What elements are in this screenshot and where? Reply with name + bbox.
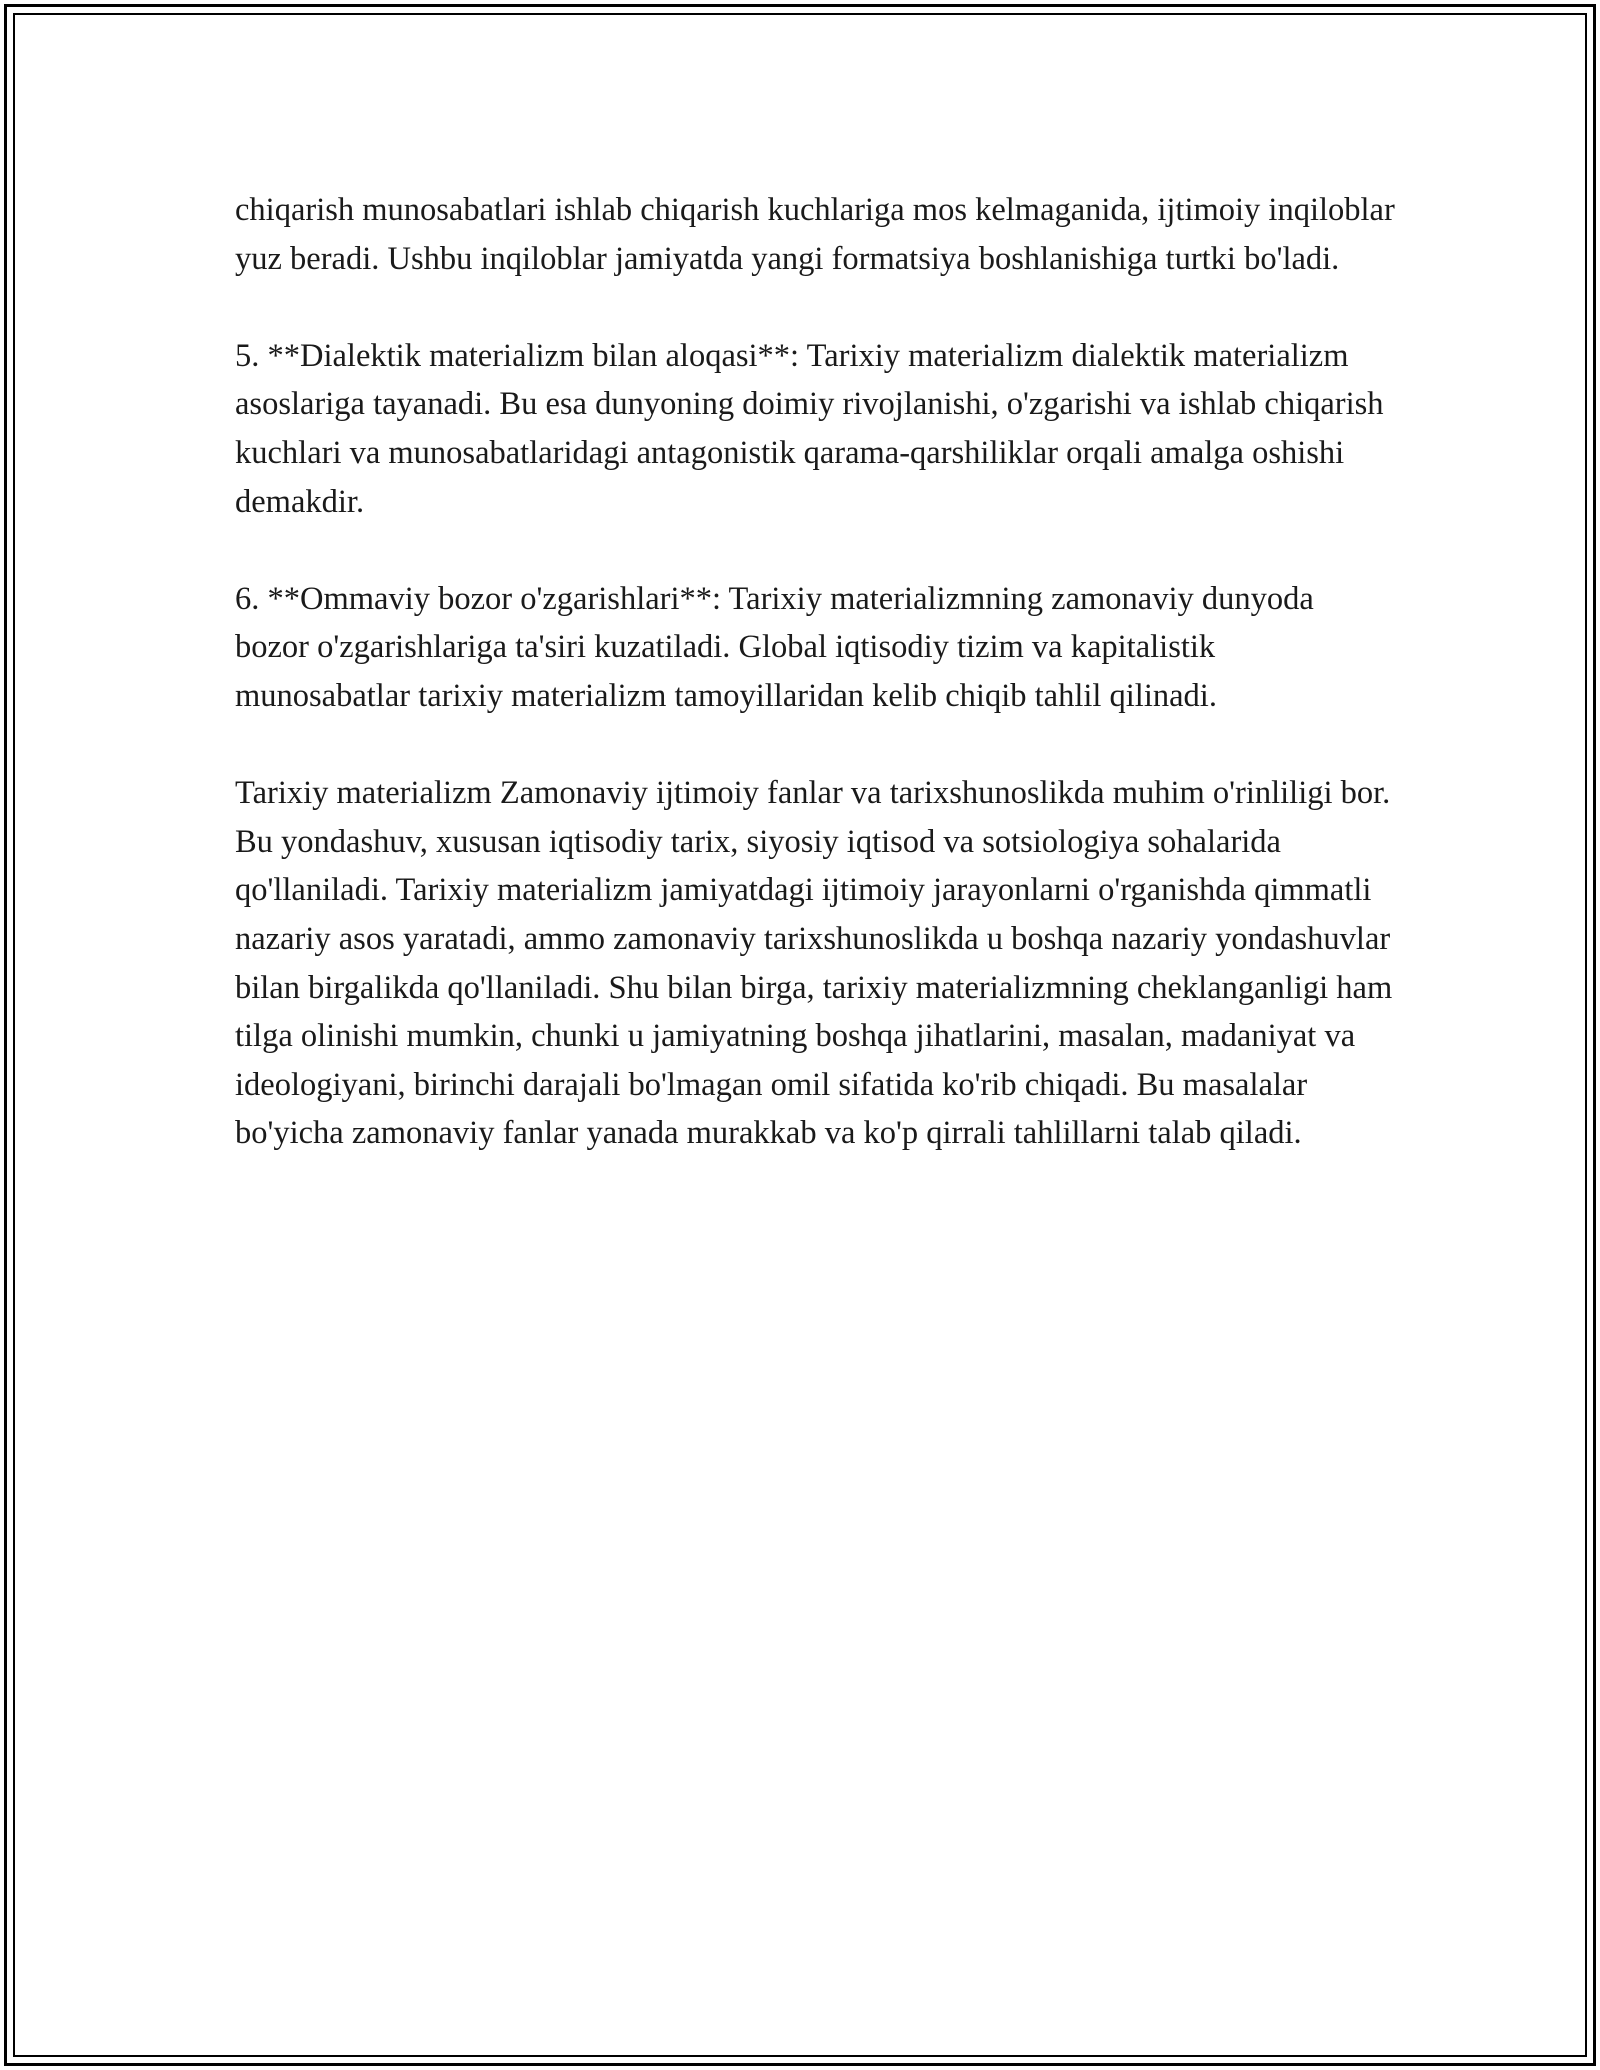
paragraph-item-6: 6. **Ommaviy bozor o'zgarishlari**: Tarixiy materializmning zamonaviy dunyoda bozor o'zgarishlariga ta'siri kuzatiladi. Global iqtisodiy tizim va kapitalistik munosabatlar tarixiy materializm tamoyillaridan kelib chiqib tahlil qilinadi. xyxy=(235,580,1314,714)
document-body xyxy=(235,186,1395,1158)
paragraph-continuation: chiqarish munosabatlari ishlab chiqarish kuchlariga mos kelmaganida, ijtimoiy inqiloblar yuz beradi. Ushbu inqiloblar jamiyatda yangi formatsiya boshlanishiga turtki bo'ladi. xyxy=(235,192,1395,277)
paragraph-conclusion: Tarixiy materializm Zamonaviy ijtimoiy fanlar va tarixshunoslikda muhim o'rinliligi bor. Bu yondashuv, xususan iqtisodiy tarix, siyosiy iqtisod va sotsiologiya sohalarida qo'llaniladi. Tarixiy materializm jamiyatdagi ijtimoiy jarayonlarni o'rganishda qimmatli nazariy asos yaratadi, ammo zamonaviy tarixshunoslikda u boshqa nazariy yondashuvlar bilan birgalikda qo'llaniladi. Shu bilan birga, tarixiy materializmning cheklanganligi ham tilga olinishi mumkin, chunki u jamiyatning boshqa jihatlarini, masalan, madaniyat va ideologiyani, birinchi darajali bo'lmagan omil sifatida ko'rib chiqadi. Bu masalalar bo'yicha zamonaviy fanlar yanada murakkab va ko'p qirrali tahlillarni talab qiladi. xyxy=(235,775,1393,1152)
paragraph-item-5: 5. **Dialektik materializm bilan aloqasi**: Tarixiy materializm dialektik materializm asoslariga tayanadi. Bu esa dunyoning doimiy rivojlanishi, o'zgarishi va ishlab chiqarish kuchlari va munosabatlaridagi antagonistik qarama-qarshiliklar orqali amalga oshishi demakdir. xyxy=(235,337,1384,520)
